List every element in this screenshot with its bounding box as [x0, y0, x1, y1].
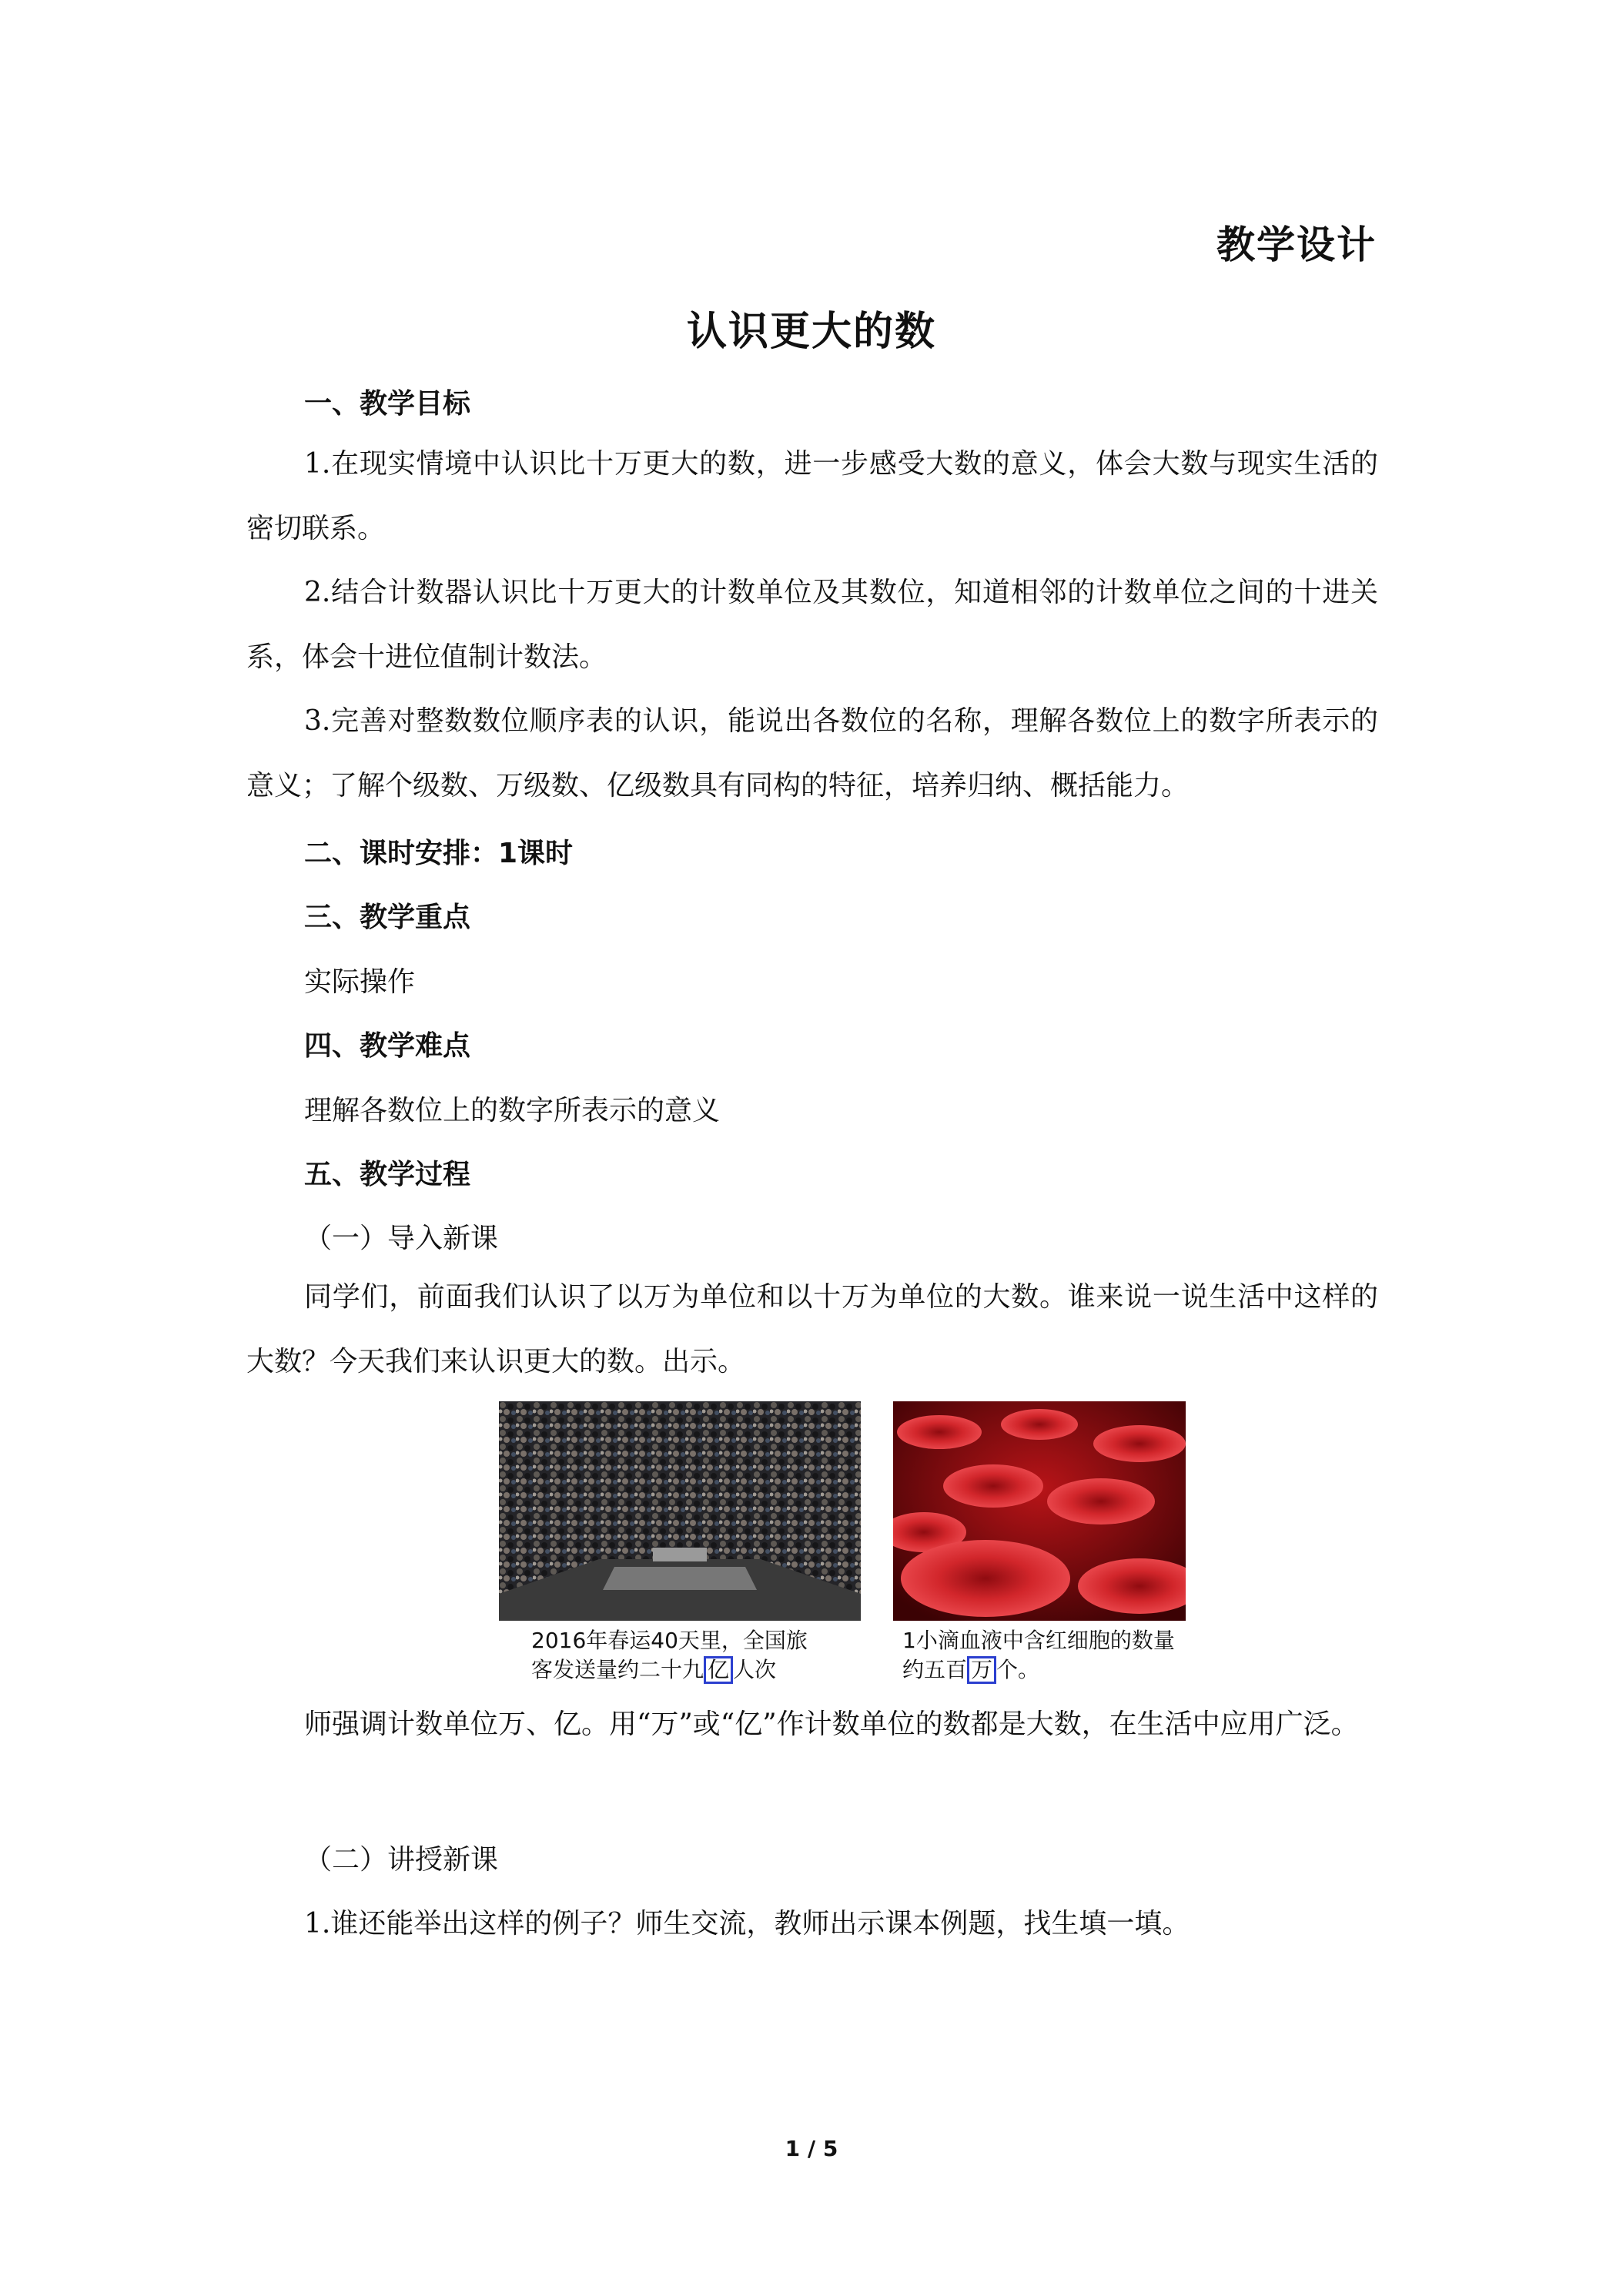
page-title: 认识更大的数 — [686, 309, 936, 355]
caption-left-tail: 人次 — [733, 1657, 777, 1682]
caption-left — [531, 1626, 808, 1685]
section-heading-process: 五、教学过程 — [304, 1159, 471, 1190]
section-heading-schedule: 二、课时安排：1课时 — [304, 838, 574, 869]
crowd-image — [499, 1401, 861, 1621]
caption-right-line2 — [902, 1655, 1175, 1685]
caption-left-line2 — [531, 1655, 808, 1685]
emphasis-paragraph: 师强调计数单位万、亿。用“万”或“亿”作计数单位的数都是大数，在生活中应用广泛。 — [304, 1709, 1359, 1740]
caption-right-line1: 1小滴血液中含红细胞的数量 — [902, 1628, 1175, 1653]
key-point-text: 实际操作 — [304, 966, 416, 998]
section-heading-difficulty: 四、教学难点 — [304, 1030, 471, 1062]
goal-3: 3.完善对整数数位顺序表的认识，能说出各数位的名称，理解各数位上的数字所表示的意义；了解个级数、万级数、亿级数具有同构的特征，培养归纳、概括能力。 — [246, 705, 1378, 802]
caption-left-line1: 2016年春运40天里，全国旅 — [531, 1628, 808, 1653]
intro-paragraph: 同学们，前面我们认识了以万为单位和以十万为单位的大数。谁来说一说生活中这样的大数？今天我们来认识更大的数。出示。 — [246, 1281, 1378, 1377]
unit-highlight-yi: 亿 — [704, 1656, 733, 1684]
caption-right-text: 约五百 — [902, 1657, 968, 1682]
caption-left-text: 客发送量约二十九 — [531, 1657, 704, 1682]
blood-cells-image — [893, 1401, 1186, 1621]
subsection-intro: （一）导入新课 — [304, 1223, 499, 1254]
subsection-new-lesson: （二）讲授新课 — [304, 1844, 499, 1876]
step-1: 1.谁还能举出这样的例子？师生交流，教师出示课本例题，找生填一填。 — [304, 1908, 1190, 1940]
caption-right-tail: 个。 — [996, 1657, 1040, 1682]
difficulty-text: 理解各数位上的数字所表示的意义 — [304, 1095, 721, 1126]
section-heading-goals: 一、教学目标 — [304, 388, 471, 420]
goal-1: 1.在现实情境中认识比十万更大的数，进一步感受大数的意义，体会大数与现实生活的密切联系。 — [246, 448, 1378, 544]
caption-right — [902, 1626, 1175, 1685]
unit-highlight-wan: 万 — [967, 1656, 996, 1684]
doc-label: 教学设计 — [1216, 223, 1377, 267]
section-heading-key-point: 三、教学重点 — [304, 902, 471, 933]
page-number: 1 / 5 — [785, 2136, 838, 2161]
goal-2: 2.结合计数器认识比十万更大的计数单位及其数位，知道相邻的计数单位之间的十进关系，体会十进位值制计数法。 — [246, 577, 1378, 673]
